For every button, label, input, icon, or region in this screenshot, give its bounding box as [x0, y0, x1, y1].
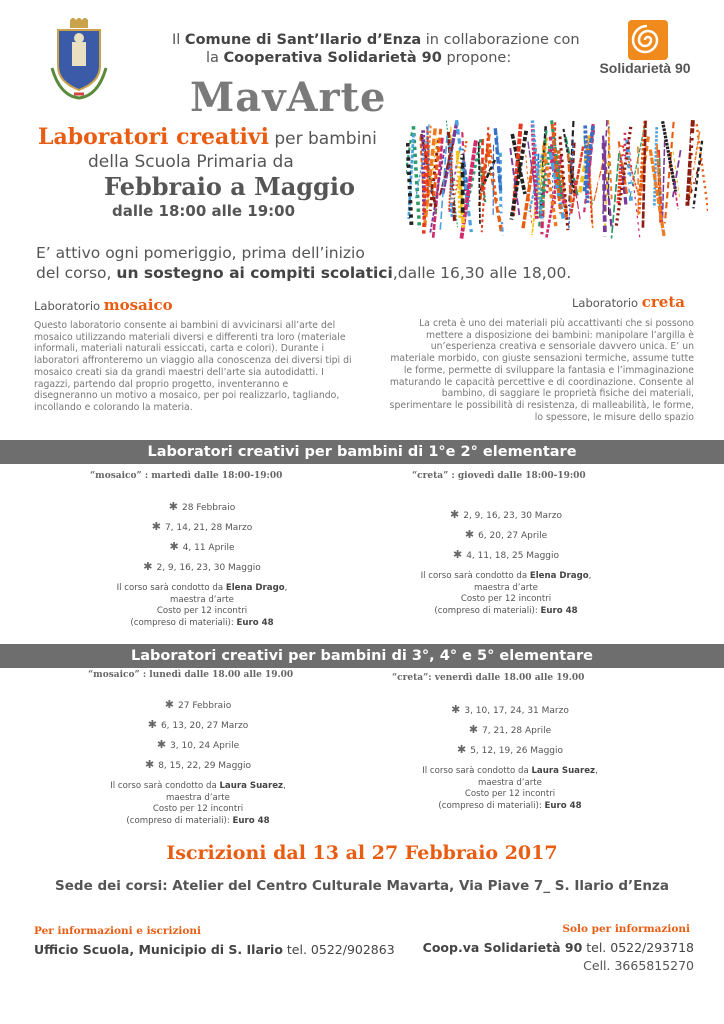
art-streak: [663, 121, 676, 191]
brand-title: MavArte: [190, 74, 387, 121]
lab-mosaico-heading: Laboratorio mosaico: [34, 296, 173, 314]
s2-mosaico-teacher-info: Il corso sarà condotto da Laura Suarez, maestra d’arte Costo per 12 incontri (compreso di materiali): Euro 48: [110, 781, 286, 826]
support-line-1: E’ attivo ogni pomeriggio, prima dell’inizio: [36, 244, 365, 262]
art-streak: [662, 140, 664, 230]
asterisk-icon: ✱: [456, 743, 467, 756]
section-1-bar: Laboratori creativi per bambini di 1°e 2° elementare: [0, 440, 724, 464]
asterisk-icon: ✱: [169, 540, 179, 553]
intro-line-2: la Cooperativa Solidarietà 90 propone:: [206, 50, 512, 66]
asterisk-icon: ✱: [464, 528, 475, 541]
s2-creta-dates: [360, 703, 660, 756]
s1-creta-teacher-info: Il corso sarà condotto da Elena Drago, maestra d’arte Costo per 12 incontri (compreso di materiali): Euro 48: [420, 571, 592, 616]
support-line-2: del corso, un sostegno ai compiti scolatici,dalle 16,30 alle 18,00.: [36, 264, 572, 282]
logo-text: Solidarietà 90: [599, 60, 691, 76]
info-left-contact: Ufficio Scuola, Municipio di S. Ilario tel. 0522/902863: [34, 942, 395, 957]
asterisk-icon: ✱: [147, 718, 157, 731]
section-2-bar: Laboratori creativi per bambini di 3°, 4° e 5° elementare: [0, 644, 724, 668]
enrollment-dates: Iscrizioni dal 13 al 27 Febbraio 2017: [166, 842, 558, 864]
asterisk-icon: ✱: [451, 703, 461, 716]
date-item: ✱ 7, 14, 21, 28 Marzo: [151, 520, 253, 533]
s2-creta-column: [360, 703, 660, 812]
lab-creta-heading: Laboratorio creta: [572, 293, 685, 311]
municipal-crest-icon: [50, 18, 108, 100]
date-item: ✱ 3, 10, 24 Aprile: [156, 738, 240, 751]
title-line-1: Laboratori creativi per bambini: [38, 124, 377, 150]
date-item: ✱ 5, 12, 19, 26 Maggio: [456, 743, 564, 756]
organizer-comune: Comune di Sant’Ilario d’Enza: [184, 32, 422, 48]
asterisk-icon: ✱: [452, 548, 463, 561]
s2-mosaico-schedule-heading: “mosaico” : lunedì dalle 18.00 alle 19.00: [88, 670, 294, 680]
date-item: ✱ 27 Febbraio: [164, 698, 232, 711]
asterisk-icon: ✱: [144, 758, 155, 771]
date-item: ✱ 28 Febbraio: [168, 500, 236, 513]
lab-creta-description: La creta è uno dei materiali più accattivanti che si possono mettere a disposizione dei bambini: manipolare l’argilla è un’esperienza creativa e sensoriale davvero unica. E’ un materiale morbido, con giuste sensazioni termiche, assume tutte le forme, permette di sviluppare la fantasia e l’immaginazione maturando le capacità percettive e di coordinazione. Consente al bambino, di saggiare le proprietà fisiche dei materiali, sperimentare le possibilità di resistenza, di malleabilità, le forme, lo spessore, le misure dello spazio: [389, 318, 694, 423]
asterisk-icon: ✱: [156, 738, 167, 751]
date-item: ✱ 2, 9, 16, 23, 30 Marzo: [450, 508, 562, 521]
art-streak: [604, 143, 605, 236]
date-item: ✱ 8, 15, 22, 29 Maggio: [144, 758, 252, 771]
s1-creta-schedule-heading: “creta” : giovedì dalle 18:00-19:00: [412, 471, 586, 481]
s1-mosaico-schedule-heading: “mosaico” : martedì dalle 18:00-19:00: [90, 471, 283, 481]
date-item: ✱ 2, 9, 16, 23, 30 Maggio: [143, 560, 261, 573]
venue-address: Sede dei corsi: Atelier del Centro Culturale Mavarta, Via Piave 7_ S. Ilario d’Enza: [55, 878, 669, 894]
artwork-image: [406, 110, 708, 244]
s1-creta-column: [356, 508, 656, 617]
info-right-cell: Cell. 3665815270: [583, 958, 694, 973]
asterisk-icon: ✱: [143, 560, 153, 573]
s1-creta-dates: [356, 508, 656, 561]
info-right-contact: Coop.va Solidarietà 90 tel. 0522/293718: [422, 940, 694, 955]
art-streak: [479, 142, 480, 224]
lab-mosaico-description: Questo laboratorio consente ai bambini di avvicinarsi all’arte del mosaico utilizzando materiali diversi e differenti tra loro (materiale informali, materiali naturali essiccati, carta e colori). Durante i laboratori affronteremo un viaggio alla conoscenza dei diversi tipi di mosaico creati sia da grandi maestri dell’arte sia autodidatti. I ragazzi, partendo dal proprio progetto, inventeranno e disegneranno un motivo a mosaico, per poi realizzarlo, tagliando, incollando e colorando la materia.: [34, 320, 352, 413]
art-streak: [533, 125, 537, 219]
date-item: ✱ 3, 10, 17, 24, 31 Marzo: [451, 703, 569, 716]
s2-mosaico-column: [48, 698, 348, 827]
info-right-heading: Solo per informazioni: [562, 923, 690, 935]
date-item: ✱ 4, 11, 18, 25 Maggio: [452, 548, 560, 561]
s1-mosaico-dates: [52, 500, 352, 573]
asterisk-icon: ✱: [468, 723, 479, 736]
intro-line-1: Il Comune di Sant’Ilario d’Enza in collaborazione con: [172, 32, 580, 48]
title-line-4: dalle 18:00 alle 19:00: [112, 202, 296, 220]
art-streak: [409, 134, 414, 219]
asterisk-icon: ✱: [450, 508, 460, 521]
asterisk-icon: ✱: [151, 520, 161, 533]
s2-creta-teacher-info: Il corso sarà condotto da Laura Suarez, maestra d’arte Costo per 12 incontri (compreso di materiali): Euro 48: [422, 766, 598, 811]
organizer-coop: Cooperativa Solidarietà 90: [223, 50, 442, 66]
asterisk-icon: ✱: [164, 698, 175, 711]
s2-creta-schedule-heading: “creta”: venerdì dalle 18.00 alle 19.00: [392, 673, 585, 683]
info-left-heading: Per informazioni e iscrizioni: [34, 925, 202, 937]
date-item: ✱ 6, 20, 27 Aprile: [464, 528, 548, 541]
title-line-3: Febbraio a Maggio: [104, 172, 355, 201]
date-item: ✱ 4, 11 Aprile: [169, 540, 235, 553]
s1-mosaico-column: [52, 500, 352, 629]
s1-mosaico-teacher-info: Il corso sarà condotto da Elena Drago, maestra d’arte Costo per 12 incontri (compreso di materiali): Euro 48: [116, 583, 288, 628]
date-item: ✱ 6, 13, 20, 27 Marzo: [147, 718, 249, 731]
asterisk-icon: ✱: [168, 500, 179, 513]
title-line-2: della Scuola Primaria da: [88, 152, 294, 172]
date-item: ✱ 7, 21, 28 Aprile: [468, 723, 552, 736]
s2-mosaico-dates: [48, 698, 348, 771]
